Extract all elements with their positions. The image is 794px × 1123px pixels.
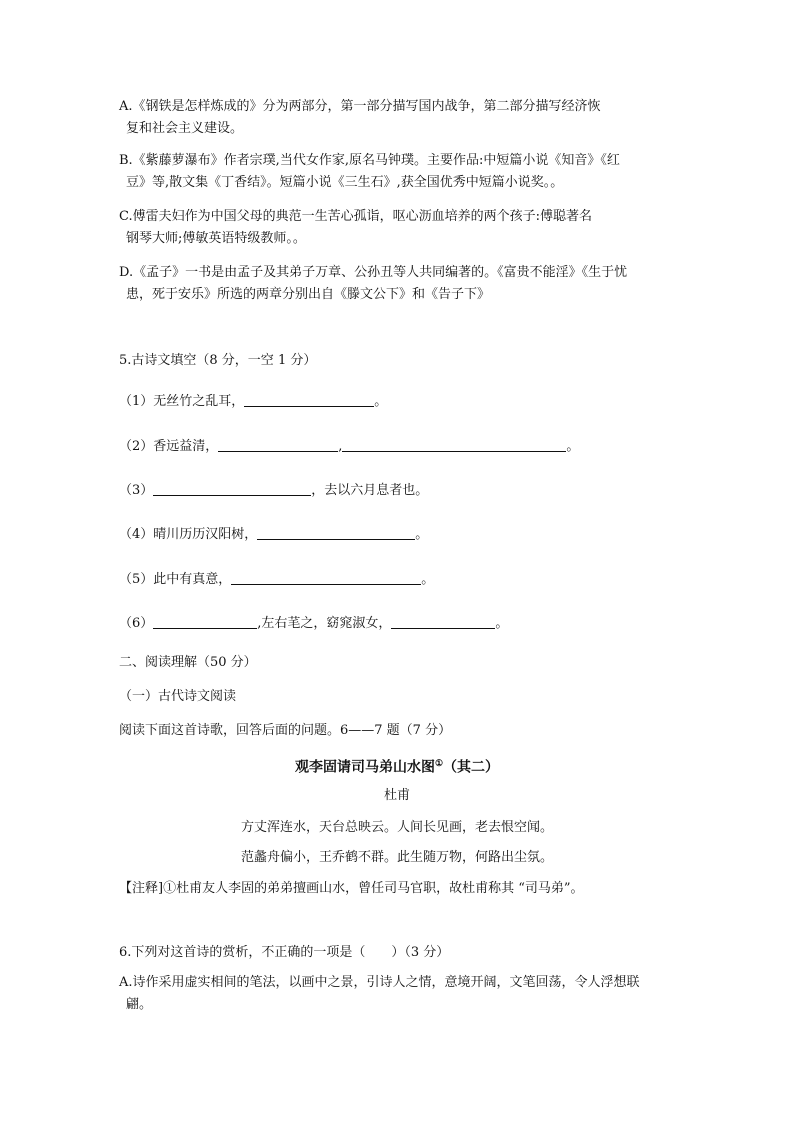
option-d-line-1: D.《孟子》一书是由孟子及其弟子万章、公孙丑等人共同编著的。《富贵不能淫》《生于忧 — [119, 265, 628, 280]
q5-item-6-middle: ,左右芼之，窈窕淑女， — [257, 616, 392, 631]
poem-title-text: 观李固请司马弟山水图 — [294, 759, 435, 776]
poem-title — [0, 753, 794, 779]
answer-blank[interactable] — [153, 614, 257, 629]
poem-author: 杜甫 — [383, 788, 410, 803]
answer-blank[interactable] — [153, 481, 311, 496]
q5-item-4-end: 。 — [415, 527, 429, 542]
q5-heading: 5.古诗文填空（8 分，一空 1 分） — [119, 353, 317, 368]
footnote-mark: ① — [434, 759, 444, 769]
q5-item-5-prompt: （5）此中有真意， — [119, 572, 232, 587]
poem-line-1: 方丈浑连水，天台总映云。人间长见画，老去恨空闻。 — [240, 820, 553, 835]
q5-item-3-prompt: （3） — [119, 483, 154, 498]
q6-option-a-line-1: A.诗作采用虚实相间的笔法，以画中之景，引诗人之情，意境开阔，文笔回荡，令人浮想联 — [119, 975, 640, 990]
q5-item-1-prompt: （1）无丝竹之乱耳， — [119, 394, 245, 409]
option-b-line-2: 豆》等,散文集《丁香结》。短篇小说《三生石》,获全国优秀中短篇小说奖。。 — [126, 175, 564, 190]
section2-heading: 二、阅读理解（50 分） — [119, 655, 257, 670]
option-a-line-2: 复和社会主义建设。 — [126, 121, 244, 136]
section2-subheading: （一）古代诗文阅读 — [119, 689, 237, 704]
q5-item-4-prompt: （4）晴川历历汉阳树， — [119, 527, 258, 542]
option-a-line-1: A.《钢铁是怎样炼成的》分为两部分，第一部分描写国内战争，第二部分描写经济恢 — [119, 99, 601, 114]
q6-option-a-line-2: 翩。 — [126, 997, 153, 1012]
q5-item-6 — [119, 613, 508, 635]
q5-item-1 — [119, 391, 387, 413]
q5-item-6-prompt: （6） — [119, 616, 154, 631]
q5-item-2-prompt: （2）香远益清， — [119, 439, 219, 454]
q5-item-6-end: 。 — [495, 616, 509, 631]
q5-item-3-end: ，去以六月息者也。 — [311, 483, 429, 498]
answer-blank[interactable] — [231, 570, 421, 585]
q5-item-2-end: 。 — [566, 439, 580, 454]
answer-blank[interactable] — [244, 392, 374, 407]
poem-annotation: 【注释]①杜甫友人李固的弟弟擅画山水，曾任司马官职，故杜甫称其 “司马弟”。 — [119, 881, 584, 896]
q5-item-2 — [119, 436, 579, 458]
q5-item-5 — [119, 569, 434, 591]
q5-item-2-sep: , — [338, 439, 343, 454]
answer-blank[interactable] — [257, 525, 415, 540]
answer-blank[interactable] — [391, 614, 495, 629]
answer-blank[interactable] — [342, 437, 566, 452]
answer-blank[interactable] — [218, 437, 338, 452]
q6-heading: 6.下列对这首诗的赏析，不正确的一项是（ ）（3 分） — [119, 945, 450, 960]
poem-title-suffix: （其二） — [443, 759, 500, 776]
q5-item-3 — [119, 480, 428, 502]
q5-item-5-end: 。 — [421, 572, 435, 587]
option-c-line-1: C.傅雷夫妇作为中国父母的典范一生苦心孤诣，呕心沥血培养的两个孩子:傅聪著名 — [119, 209, 592, 224]
poem-line-2: 范蠡舟偏小，王乔鹤不群。此生随万物，何路出尘氛。 — [240, 850, 553, 865]
reading-instruction: 阅读下面这首诗歌，回答后面的问题。6——7 题（7 分） — [119, 723, 452, 738]
option-b-line-1: B.《紫藤萝瀑布》作者宗璞,当代女作家,原名马钟璞。主要作品:中短篇小说《知音》《红 — [119, 153, 620, 168]
q5-item-1-end: 。 — [374, 394, 388, 409]
q5-item-4 — [119, 524, 428, 546]
option-d-line-2: 患，死于安乐》所选的两章分别出自《滕文公下》和《告子下》 — [126, 287, 491, 302]
option-c-line-2: 钢琴大师;傅敏英语特级教师。。 — [126, 231, 306, 246]
